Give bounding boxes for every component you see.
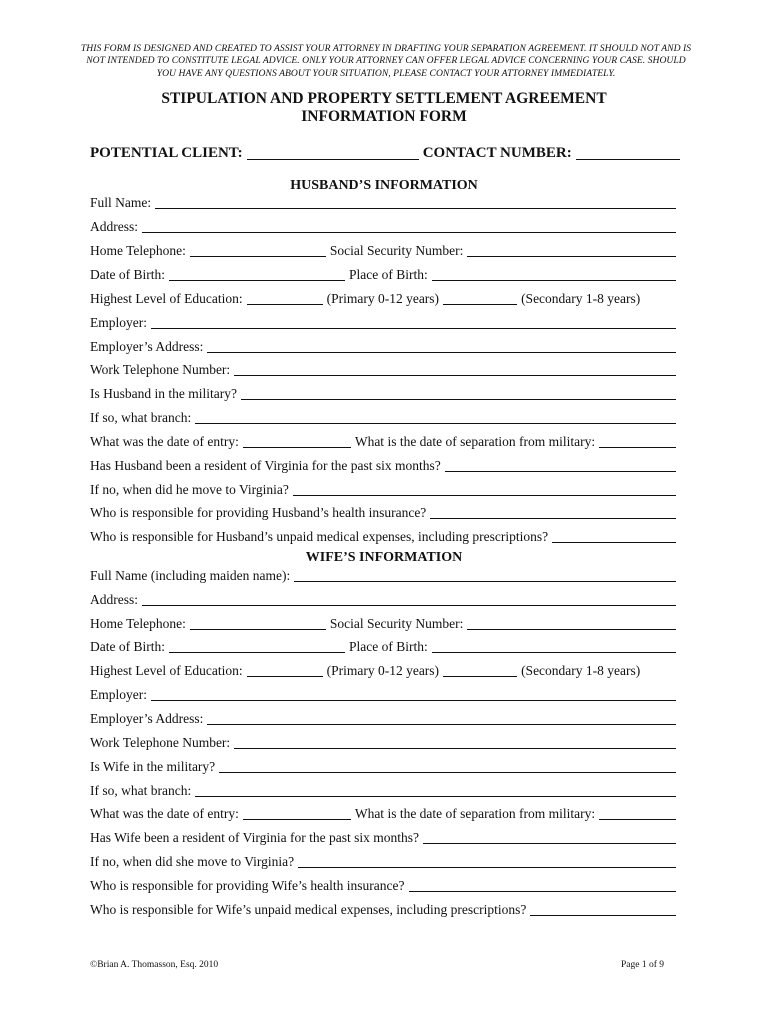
wife-medical-label: Who is responsible for Wife’s unpaid medical expenses, including prescriptions?: [90, 902, 527, 917]
husband-branch-blank[interactable]: [195, 410, 676, 424]
wife-insurance-row: [90, 877, 676, 894]
husband-employer-address-blank[interactable]: [207, 339, 676, 353]
husband-secondary-blank[interactable]: [443, 291, 517, 305]
wife-move-blank[interactable]: [298, 854, 676, 868]
wife-secondary-label: (Secondary 1-8 years): [521, 663, 641, 678]
husband-pob-blank[interactable]: [432, 267, 676, 281]
husband-move-row: [90, 481, 676, 498]
husband-insurance-blank[interactable]: [430, 505, 676, 519]
husband-heading: HUSBAND’S INFORMATION: [290, 178, 478, 193]
wife-branch-blank[interactable]: [195, 783, 676, 797]
wife-full-name-row: [90, 567, 676, 584]
wife-full-name-label: Full Name (including maiden name):: [90, 568, 291, 583]
wife-military-label: Is Wife in the military?: [90, 759, 216, 774]
husband-dob-blank[interactable]: [169, 267, 345, 281]
wife-military-blank[interactable]: [219, 759, 676, 773]
wife-move-row: [90, 853, 676, 870]
husband-work-telephone-blank[interactable]: [234, 362, 676, 376]
husband-home-telephone-label: Home Telephone:: [90, 243, 186, 258]
husband-pob-label: Place of Birth:: [348, 267, 428, 282]
husband-full-name-blank[interactable]: [155, 195, 676, 209]
husband-resident-blank[interactable]: [445, 458, 676, 472]
husband-branch-label: If so, what branch:: [90, 410, 192, 425]
husband-military-label: Is Husband in the military?: [90, 386, 237, 401]
husband-full-name-row: [90, 194, 676, 211]
footer-page-number: Page 1 of 9: [620, 960, 664, 970]
wife-medical-row: [90, 901, 676, 918]
husband-address-label: Address:: [90, 219, 138, 234]
husband-insurance-label: Who is responsible for providing Husband’s health insurance?: [90, 505, 427, 520]
husband-employer-label: Employer:: [90, 315, 147, 330]
wife-entry-row: [90, 805, 676, 822]
husband-separation-blank[interactable]: [599, 434, 676, 448]
client-row: [90, 145, 680, 162]
husband-branch-row: [90, 409, 676, 426]
potential-client-label: POTENTIAL CLIENT:: [90, 145, 243, 161]
wife-employer-address-row: [90, 710, 676, 727]
wife-phone-row: [90, 615, 676, 632]
wife-resident-blank[interactable]: [423, 830, 676, 844]
husband-entry-row: [90, 433, 676, 450]
wife-home-telephone-blank[interactable]: [190, 616, 326, 630]
wife-employer-address-blank[interactable]: [207, 711, 676, 725]
husband-work-telephone-label: Work Telephone Number:: [90, 362, 231, 377]
wife-entry-label: What was the date of entry:: [90, 806, 239, 821]
husband-military-blank[interactable]: [241, 386, 676, 400]
wife-entry-blank[interactable]: [243, 806, 351, 820]
wife-employer-row: [90, 686, 676, 703]
husband-secondary-label: (Secondary 1-8 years): [521, 291, 641, 306]
wife-separation-label: What is the date of separation from military:: [354, 806, 596, 821]
husband-medical-label: Who is responsible for Husband’s unpaid medical expenses, including prescriptions?: [90, 529, 549, 544]
disclaimer: THIS FORM IS DESIGNED AND CREATED TO ASSIST YOUR ATTORNEY IN DRAFTING YOUR SEPARATION AGREEMENT. IT SHOULD NOT AND IS NOT INTENDED TO CONSTITUTE LEGAL ADVICE. ONLY YOUR ATTORNEY CAN OFFER LEGAL ADVICE CONCERNING YOUR CASE. SHOULD YOU HAVE ANY QUESTIONS ABOUT YOUR SITUATION, PLEASE CONTACT YOUR ATTORNEY IMMEDIATELY.: [80, 43, 692, 79]
husband-move-label: If no, when did he move to Virginia?: [90, 482, 289, 497]
wife-branch-label: If so, what branch:: [90, 783, 192, 798]
husband-address-row: [90, 218, 676, 235]
husband-address-blank[interactable]: [142, 219, 676, 233]
husband-entry-blank[interactable]: [243, 434, 351, 448]
wife-ssn-blank[interactable]: [467, 616, 676, 630]
wife-move-label: If no, when did she move to Virginia?: [90, 854, 295, 869]
husband-work-telephone-row: [90, 361, 676, 378]
wife-separation-blank[interactable]: [599, 806, 676, 820]
contact-number-label: CONTACT NUMBER:: [422, 145, 572, 161]
footer-copyright: ©Brian A. Thomasson, Esq. 2010: [90, 960, 219, 970]
husband-employer-row: [90, 314, 676, 331]
husband-education-row: [90, 290, 676, 307]
wife-employer-blank[interactable]: [151, 687, 676, 701]
husband-employer-address-row: [90, 338, 676, 355]
wife-branch-row: [90, 782, 676, 799]
husband-separation-label: What is the date of separation from military:: [354, 434, 596, 449]
wife-address-blank[interactable]: [142, 592, 676, 606]
wife-military-row: [90, 758, 676, 775]
form-title: STIPULATION AND PROPERTY SETTLEMENT AGREEMENT: [161, 90, 607, 107]
husband-birth-row: [90, 266, 676, 283]
wife-dob-label: Date of Birth:: [90, 639, 165, 654]
wife-heading: WIFE’S INFORMATION: [305, 550, 463, 565]
contact-number-blank[interactable]: [576, 146, 680, 160]
husband-ssn-label: Social Security Number:: [329, 243, 464, 258]
husband-insurance-row: [90, 504, 676, 521]
husband-resident-row: [90, 457, 676, 474]
husband-medical-row: [90, 528, 676, 545]
wife-education-row: [90, 662, 676, 679]
husband-entry-label: What was the date of entry:: [90, 434, 239, 449]
husband-ssn-blank[interactable]: [467, 243, 676, 257]
potential-client-blank[interactable]: [247, 146, 419, 160]
wife-birth-row: [90, 638, 676, 655]
wife-insurance-blank[interactable]: [409, 878, 676, 892]
wife-address-row: [90, 591, 676, 608]
wife-employer-label: Employer:: [90, 687, 147, 702]
wife-dob-blank[interactable]: [169, 639, 345, 653]
husband-home-telephone-blank[interactable]: [190, 243, 326, 257]
husband-medical-blank[interactable]: [552, 529, 676, 543]
wife-address-label: Address:: [90, 592, 138, 607]
husband-employer-blank[interactable]: [151, 315, 676, 329]
wife-work-telephone-row: [90, 734, 676, 751]
wife-home-telephone-label: Home Telephone:: [90, 616, 186, 631]
wife-medical-blank[interactable]: [530, 902, 676, 916]
wife-secondary-blank[interactable]: [443, 663, 517, 677]
wife-pob-label: Place of Birth:: [348, 639, 428, 654]
husband-resident-label: Has Husband been a resident of Virginia for the past six months?: [90, 458, 441, 473]
wife-work-telephone-blank[interactable]: [234, 735, 676, 749]
wife-primary-blank[interactable]: [247, 663, 323, 677]
husband-primary-label: (Primary 0-12 years): [326, 291, 440, 306]
husband-employer-address-label: Employer’s Address:: [90, 339, 204, 354]
wife-ssn-label: Social Security Number:: [329, 616, 464, 631]
wife-resident-row: [90, 829, 676, 846]
wife-work-telephone-label: Work Telephone Number:: [90, 735, 231, 750]
husband-full-name-label: Full Name:: [90, 195, 152, 210]
husband-phone-row: [90, 242, 676, 259]
wife-full-name-blank[interactable]: [294, 568, 676, 582]
husband-education-label: Highest Level of Education:: [90, 291, 243, 306]
wife-resident-label: Has Wife been a resident of Virginia for the past six months?: [90, 830, 419, 845]
wife-pob-blank[interactable]: [432, 639, 676, 653]
husband-move-blank[interactable]: [293, 482, 676, 496]
form-subtitle: INFORMATION FORM: [301, 108, 467, 125]
husband-primary-blank[interactable]: [247, 291, 323, 305]
wife-employer-address-label: Employer’s Address:: [90, 711, 204, 726]
husband-military-row: [90, 385, 676, 402]
wife-education-label: Highest Level of Education:: [90, 663, 243, 678]
husband-dob-label: Date of Birth:: [90, 267, 165, 282]
wife-primary-label: (Primary 0-12 years): [326, 663, 440, 678]
wife-insurance-label: Who is responsible for providing Wife’s health insurance?: [90, 878, 405, 893]
